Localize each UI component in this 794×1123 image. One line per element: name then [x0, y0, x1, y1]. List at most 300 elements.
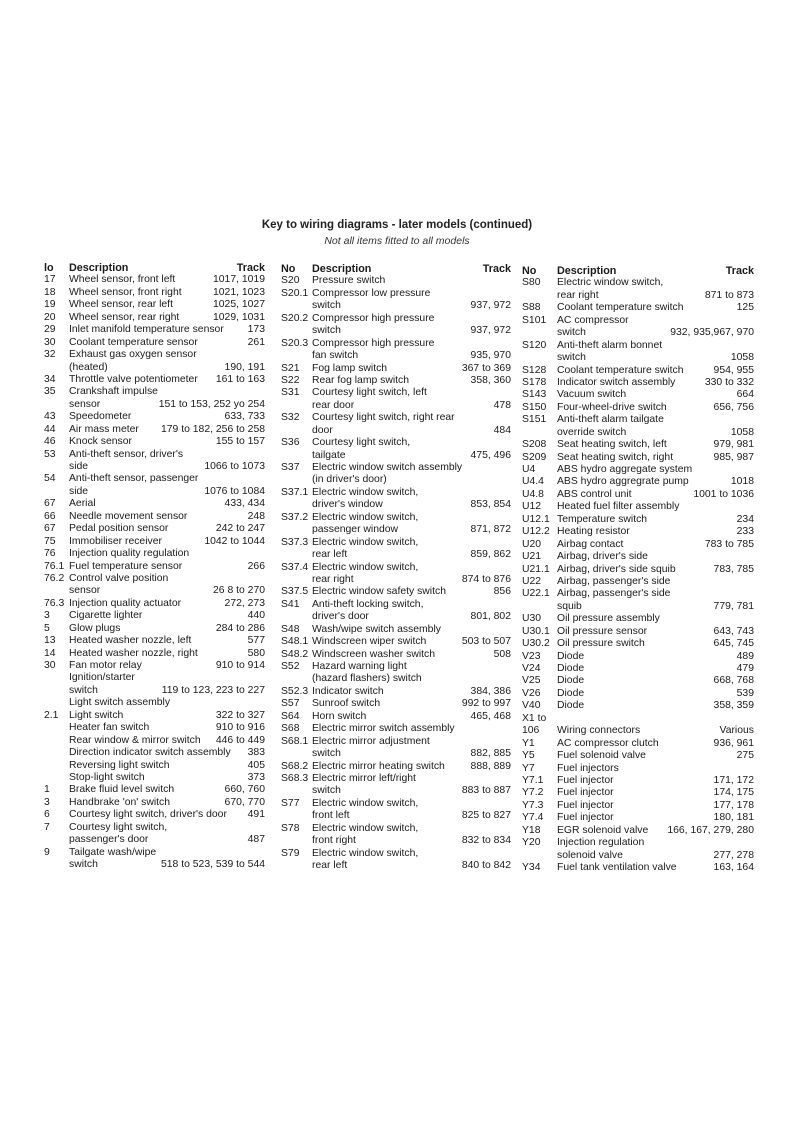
item-track: 1025, 1027 [212, 299, 265, 311]
key-entry [44, 660, 265, 672]
item-track: 643, 743 [713, 625, 754, 637]
key-entry [281, 599, 511, 611]
item-number: 5 [44, 622, 50, 634]
item-number: S36 [281, 437, 300, 449]
item-description: Injection quality actuator [69, 597, 182, 609]
key-entry [522, 464, 754, 476]
item-track: 664 [736, 389, 754, 401]
item-track: 475, 496 [470, 449, 511, 461]
key-entry [522, 389, 754, 401]
item-description: Injection regulation [557, 837, 645, 849]
item-number: 3 [44, 796, 50, 808]
key-entry [281, 661, 511, 673]
key-entry [522, 302, 754, 314]
item-track: 888, 889 [470, 760, 511, 772]
item-track: 479 [736, 663, 754, 674]
item-description: Light switch [69, 709, 124, 721]
item-track: 383 [247, 747, 265, 759]
key-entry [281, 773, 511, 785]
item-track: 487 [247, 834, 265, 846]
item-number: S208 [522, 439, 547, 451]
key-entry [522, 340, 754, 352]
item-track: 937, 972 [470, 325, 511, 337]
item-description: rear right [312, 573, 354, 585]
item-description: switch [69, 859, 98, 870]
item-number: S68.1 [281, 735, 309, 747]
item-number: 7 [44, 821, 50, 833]
item-description: Needle movement sensor [69, 510, 188, 522]
item-number: S64 [281, 710, 300, 722]
key-entry [44, 287, 265, 299]
item-description: Electric mirror switch assembly [312, 723, 455, 735]
item-description: side [69, 485, 89, 497]
item-description: Glow plugs [69, 622, 121, 634]
item-description: Rear window & mirror switch [69, 734, 201, 746]
item-description: Courtesy light switch, [312, 437, 411, 449]
item-description: Control valve position [69, 572, 169, 584]
item-track: 242 to 247 [215, 523, 265, 535]
item-description: squib [557, 600, 582, 612]
key-entry [44, 797, 265, 809]
item-description: Compressor high pressure [312, 312, 435, 324]
item-description: Electric window switch, [312, 536, 419, 548]
key-entry [522, 476, 754, 488]
item-track: 26 8 to 270 [213, 585, 265, 597]
item-description: ABS hydro aggregate system [557, 464, 693, 475]
key-entry [281, 810, 511, 822]
item-track: 367 to 369 [461, 362, 511, 374]
item-description: Airbag, passenger's side [557, 575, 671, 587]
item-number: X1 to [522, 712, 547, 724]
item-description: Heated washer nozzle, right [69, 647, 198, 659]
key-entry [281, 636, 511, 648]
item-number: S20 [281, 275, 300, 287]
item-number: S20.2 [281, 312, 309, 324]
key-entry [522, 352, 754, 364]
key-entry [281, 350, 511, 362]
header-no: No [281, 263, 296, 275]
item-track: 668, 768 [713, 675, 754, 687]
item-number: Y7.1 [522, 774, 544, 786]
item-track: 508 [493, 648, 511, 660]
item-description: ABS control unit [557, 488, 632, 500]
key-entry [522, 377, 754, 389]
key-entry [44, 784, 265, 796]
key-entry [522, 626, 754, 638]
item-description: Fuel injector [557, 812, 614, 824]
key-entry [44, 573, 265, 585]
item-number: 54 [44, 473, 56, 485]
item-description: Fog lamp switch [312, 362, 388, 374]
key-entry [522, 315, 754, 327]
item-track: 979, 981 [713, 439, 754, 451]
item-description: passenger window [312, 524, 399, 536]
item-description: switch [557, 352, 586, 364]
item-number: U4.8 [522, 488, 544, 500]
item-number: S37.2 [281, 511, 309, 523]
item-description: (hazard flashers) switch [312, 673, 422, 685]
item-track: 484 [493, 424, 511, 436]
item-track: 277, 278 [713, 849, 754, 861]
item-number: V24 [522, 663, 541, 674]
key-entry [281, 300, 511, 312]
key-entry [44, 399, 265, 411]
item-number: S22 [281, 374, 300, 386]
item-number: S48 [281, 623, 300, 635]
item-track: 539 [736, 687, 754, 699]
item-description: Fuel injector [557, 774, 614, 786]
key-column-3 [522, 265, 754, 874]
item-description: driver's window [312, 499, 383, 511]
key-entry [281, 835, 511, 847]
item-number: 106 [522, 725, 540, 737]
key-entry [522, 738, 754, 750]
item-number: S37 [281, 462, 300, 473]
key-entry [522, 638, 754, 650]
item-track: 173 [247, 324, 265, 336]
item-track: 871 to 873 [704, 289, 754, 301]
item-number: V23 [522, 650, 541, 662]
key-entry [281, 313, 511, 325]
item-description: sensor [69, 585, 101, 597]
item-description: Anti-theft sensor, driver's [69, 448, 184, 460]
item-number: S37.5 [281, 586, 309, 598]
item-track: 272, 273 [224, 597, 265, 609]
key-entry [44, 735, 265, 747]
item-number: 46 [44, 436, 56, 448]
item-description: Electric window switch, [557, 277, 664, 289]
key-entry [522, 862, 754, 874]
item-track: 580 [247, 647, 265, 659]
item-number: S37.1 [281, 486, 309, 498]
item-description: Heater fan switch [69, 722, 150, 734]
item-number: V25 [522, 675, 541, 687]
item-description: Airbag, passenger's side [557, 588, 671, 600]
key-column-2 [281, 263, 511, 872]
key-entry [44, 710, 265, 722]
item-description: solenoid valve [557, 849, 623, 861]
key-entry [522, 663, 754, 675]
item-number: U21 [522, 551, 542, 563]
item-track: 190, 191 [224, 361, 265, 373]
column-header [281, 263, 511, 275]
item-track: 932, 935,967, 970 [670, 327, 754, 339]
item-number: S150 [522, 401, 547, 413]
item-number: S48.1 [281, 636, 309, 648]
key-entry [44, 523, 265, 535]
item-description: Electric window switch, [312, 797, 419, 809]
key-entry [281, 611, 511, 623]
key-entry [44, 834, 265, 846]
key-entry [522, 539, 754, 551]
item-number: U4.4 [522, 476, 544, 488]
item-number: S178 [522, 376, 547, 388]
key-entry [44, 349, 265, 361]
item-track: 832 to 834 [461, 835, 511, 847]
key-entry [522, 763, 754, 775]
key-entry [522, 439, 754, 451]
item-track: 384, 386 [470, 685, 511, 697]
key-entry [522, 501, 754, 513]
item-description: switch [312, 748, 341, 760]
item-description: switch [312, 300, 341, 312]
key-entry [44, 635, 265, 647]
item-track: 910 to 916 [215, 722, 265, 734]
item-number: V40 [522, 700, 541, 712]
item-number: 3 [44, 610, 50, 622]
item-description: side [69, 461, 89, 472]
item-description: Heating resistor [557, 526, 630, 538]
item-track: 478 [493, 399, 511, 411]
item-track: 825 to 827 [461, 810, 511, 822]
item-number: 75 [44, 535, 56, 547]
item-description: Throttle valve potentiometer [69, 373, 198, 385]
item-number: 30 [44, 660, 56, 671]
item-description: (in driver's door) [312, 474, 387, 486]
key-entry [44, 274, 265, 286]
key-entry [44, 685, 265, 697]
item-track: 853, 854 [470, 499, 511, 511]
item-track: 935, 970 [470, 350, 511, 362]
item-description: Electric window switch, [312, 847, 419, 859]
item-description: Seat heating switch, right [557, 451, 674, 463]
key-entry [522, 427, 754, 439]
item-track: 859, 862 [470, 549, 511, 561]
item-description: Electric window switch, [312, 486, 419, 498]
item-track: 1058 [730, 426, 754, 438]
key-entry [522, 850, 754, 862]
item-track: 489 [736, 650, 754, 662]
key-entry [44, 511, 265, 523]
item-description: Wheel sensor, front left [69, 274, 176, 286]
key-entry [281, 686, 511, 698]
item-track: 910 to 914 [215, 660, 265, 671]
item-description: Electric mirror adjustment [312, 735, 430, 747]
item-description: Hazard warning light [312, 661, 407, 672]
item-description: EGR solenoid valve [557, 824, 649, 836]
item-description: Crankshaft impulse [69, 386, 158, 398]
column-header [44, 262, 265, 274]
item-track: 179 to 182, 256 to 258 [161, 423, 265, 435]
key-entry [281, 412, 511, 424]
item-number: 29 [44, 324, 56, 336]
item-track: 1058 [730, 352, 754, 364]
item-description: Indicator switch assembly [557, 376, 676, 388]
item-description: override switch [557, 426, 627, 438]
item-track: 645, 745 [713, 638, 754, 650]
item-track: 1001 to 1036 [693, 488, 754, 500]
item-number: 2.1 [44, 709, 59, 721]
key-entry [44, 809, 265, 821]
item-number: U30.2 [522, 638, 550, 650]
item-track: 954, 955 [713, 364, 754, 376]
key-entry [281, 499, 511, 511]
item-description: Pressure switch [312, 275, 386, 287]
item-description: Air mass meter [69, 423, 139, 435]
item-description: Fan motor relay [69, 660, 142, 671]
key-entry [44, 648, 265, 660]
item-description: Four-wheel-drive switch [557, 401, 667, 413]
key-entry [281, 524, 511, 536]
key-entry [44, 386, 265, 398]
key-entry [281, 437, 511, 449]
key-entry [44, 436, 265, 448]
key-entry [281, 512, 511, 524]
item-number: 76.3 [44, 597, 65, 609]
item-number: U22 [522, 575, 542, 587]
key-entry [522, 290, 754, 302]
item-description: Electric mirror heating switch [312, 760, 445, 772]
header-track: Track [482, 263, 511, 275]
item-description: Aerial [69, 498, 96, 510]
key-column-1 [44, 262, 265, 871]
key-entry [281, 586, 511, 598]
item-description: Wiring connectors [557, 725, 641, 737]
item-number: 9 [44, 846, 50, 858]
key-entry [281, 375, 511, 387]
item-track: 660, 760 [224, 784, 265, 796]
key-entry [281, 562, 511, 574]
item-track: 465, 468 [470, 710, 511, 722]
key-entry [281, 698, 511, 710]
key-entry [281, 761, 511, 773]
key-entry [44, 822, 265, 834]
key-entry [44, 362, 265, 374]
header-no: No [522, 265, 537, 277]
item-track: 330 to 332 [704, 376, 754, 388]
item-description: switch [557, 327, 586, 339]
key-entry [44, 623, 265, 635]
item-track: 119 to 123, 223 to 227 [161, 684, 265, 696]
key-entry [281, 450, 511, 462]
key-entry [281, 462, 511, 474]
item-description: Pedal position sensor [69, 523, 169, 535]
key-entry [44, 847, 265, 859]
item-track: 358, 360 [470, 374, 511, 386]
item-description: Cigarette lighter [69, 610, 143, 622]
item-track: 518 to 523, 539 to 544 [161, 859, 265, 870]
key-entry [522, 576, 754, 588]
item-number: 18 [44, 286, 56, 298]
key-entry [281, 860, 511, 872]
item-track: 1066 to 1073 [204, 461, 265, 472]
item-number: 32 [44, 349, 56, 361]
item-description: Diode [557, 687, 585, 699]
key-entry [522, 452, 754, 464]
key-entry [522, 651, 754, 663]
item-description: Direction indicator switch assembly [69, 747, 231, 759]
item-description: Injection quality regulation [69, 548, 190, 560]
item-number: S209 [522, 451, 547, 463]
item-description: Courtesy light switch, right rear [312, 412, 455, 424]
item-description: Heated washer nozzle, left [69, 635, 192, 647]
item-number: S20.3 [281, 337, 309, 349]
item-description: rear left [312, 549, 348, 561]
item-description: Courtesy light switch, [69, 821, 168, 833]
item-track: 874 to 876 [461, 573, 511, 585]
key-entry [44, 859, 265, 871]
key-entry [281, 711, 511, 723]
item-number: 17 [44, 274, 56, 286]
item-number: S37.4 [281, 561, 309, 573]
key-entry [281, 649, 511, 661]
key-entry [522, 750, 754, 762]
item-number: S68.2 [281, 760, 309, 772]
item-number: 76.2 [44, 572, 65, 584]
item-number: 76.1 [44, 560, 65, 572]
item-track: 373 [247, 771, 265, 783]
item-description: Knock sensor [69, 436, 132, 448]
item-track: 783, 785 [713, 563, 754, 575]
key-entry [44, 672, 265, 684]
item-description: Oil pressure switch [557, 638, 645, 650]
item-number: U30 [522, 613, 542, 625]
item-track: 284 to 286 [215, 622, 265, 634]
item-number: 43 [44, 411, 56, 423]
item-description: Stop-light switch [69, 771, 145, 783]
key-entry [522, 601, 754, 613]
key-entry [44, 760, 265, 772]
key-entry [281, 823, 511, 835]
key-entry [522, 675, 754, 687]
key-entry [44, 486, 265, 498]
item-number: S21 [281, 362, 300, 374]
item-track: 1042 to 1044 [204, 535, 265, 547]
item-description: rear right [557, 289, 599, 301]
item-number: U22.1 [522, 588, 550, 600]
key-entry [522, 564, 754, 576]
item-number: S77 [281, 797, 300, 809]
item-number: S143 [522, 389, 547, 401]
key-entry [522, 775, 754, 787]
item-track: 491 [247, 809, 265, 821]
item-number: 67 [44, 523, 56, 535]
item-description: Brake fluid level switch [69, 784, 175, 796]
key-entry [44, 536, 265, 548]
item-description: driver's door [312, 611, 369, 623]
item-description: Inlet manifold temperature sensor [69, 324, 224, 336]
item-number: U12.1 [522, 513, 550, 525]
item-track: 1018 [730, 476, 754, 488]
item-description: Electric window switch, [312, 561, 419, 573]
item-track: 1017, 1019 [212, 274, 265, 286]
key-entry [44, 548, 265, 560]
key-entry [44, 324, 265, 336]
item-description: rear left [312, 860, 348, 871]
item-description: Tailgate wash/wipe [69, 846, 157, 858]
item-number: 13 [44, 635, 56, 647]
item-description: Diode [557, 700, 585, 712]
item-description: Oil pressure assembly [557, 613, 660, 625]
key-entry [44, 312, 265, 324]
item-description: Wheel sensor, rear right [69, 311, 180, 323]
key-entry [522, 825, 754, 837]
item-track: 322 to 327 [215, 709, 265, 721]
key-entry [44, 461, 265, 473]
item-description: Coolant temperature switch [557, 302, 684, 314]
item-description: Airbag, driver's side squib [557, 563, 676, 575]
item-description: rear door [312, 399, 355, 411]
key-entry [281, 736, 511, 748]
item-description: Immobiliser receiver [69, 535, 162, 547]
item-track: 358, 359 [713, 700, 754, 712]
item-description: AC compressor clutch [557, 737, 659, 749]
item-description: Fuel injector [557, 799, 614, 811]
item-track: 174, 175 [713, 787, 754, 799]
item-number: S31 [281, 387, 300, 399]
item-number: U12.2 [522, 526, 550, 538]
item-description: Courtesy light switch, driver's door [69, 809, 227, 821]
